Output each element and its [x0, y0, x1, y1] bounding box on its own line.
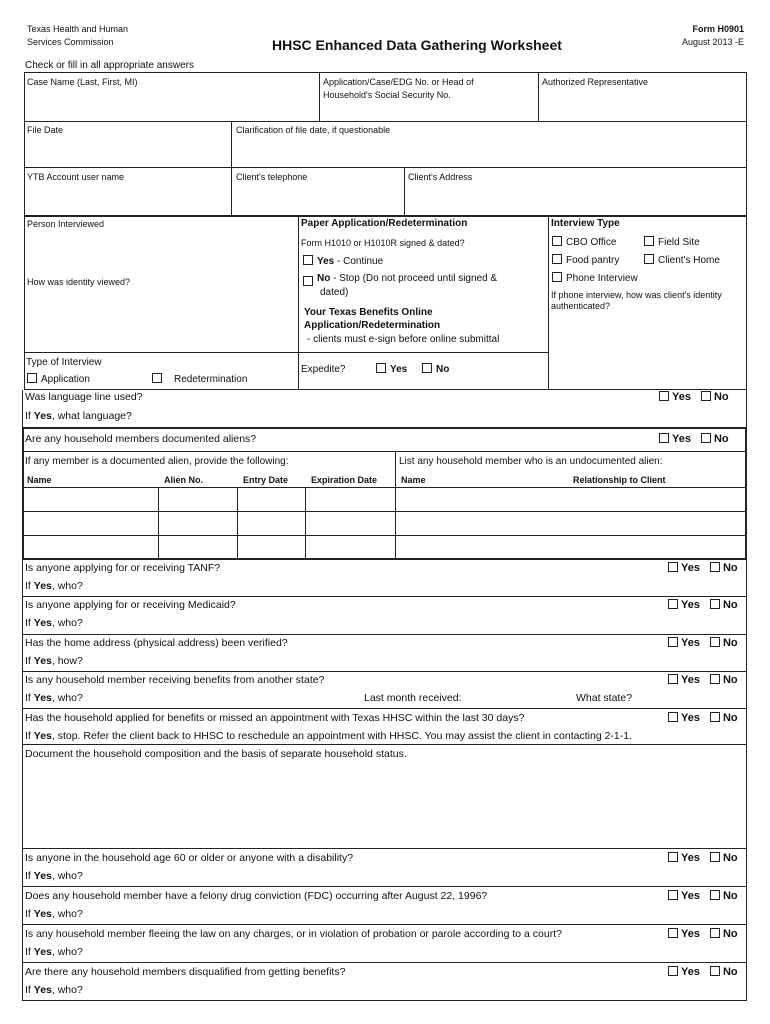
col-relationship: Relationship to Client [573, 475, 666, 485]
clarification-field[interactable] [232, 137, 746, 166]
medicaid-yes-no[interactable]: Yes No [668, 599, 738, 611]
phone-auth-label-line1: If phone interview, how was client's identity [551, 290, 722, 300]
last-month-label: Last month received: [364, 692, 462, 704]
aliens-question: Are any household members documented aliens? [25, 433, 257, 445]
person-interviewed-field[interactable] [25, 232, 297, 268]
missed-appt-no-checkbox[interactable] [710, 712, 720, 722]
col-expiration-date: Expiration Date [311, 475, 378, 485]
tanf-question: Is anyone applying for or receiving TANF? [25, 562, 221, 574]
fleeing-question: Is any household member fleeing the law on any charges, or in violation of probation or parole according to a court? [25, 928, 562, 940]
identity-viewed-label: How was identity viewed? [27, 277, 131, 287]
alien-row-2[interactable] [24, 512, 745, 534]
felony-no-checkbox[interactable] [710, 890, 720, 900]
identity-viewed-field[interactable] [25, 290, 297, 350]
missed-appt-yes-no[interactable]: Yes No [668, 712, 738, 724]
felony-yes-no[interactable]: Yes No [668, 890, 738, 902]
opt-clients-home[interactable]: Client's Home [644, 254, 720, 266]
phone-auth-field[interactable] [550, 314, 746, 388]
instruction-text: Check or fill in all appropriate answers [25, 60, 194, 71]
disqualified-no-checkbox[interactable] [710, 966, 720, 976]
expedite-yes-option[interactable]: Yes [376, 363, 407, 375]
person-interviewed-label: Person Interviewed [27, 219, 105, 229]
opt-application[interactable]: Application [27, 373, 90, 385]
app-case-field[interactable] [320, 102, 537, 120]
paper-no-dated: dated) [320, 287, 349, 298]
col-undoc-name: Name [401, 475, 426, 485]
paper-no-checkbox[interactable] [303, 276, 313, 286]
disqualified-followup[interactable]: If Yes, who? [25, 984, 83, 996]
app-case-label-line2: Household's Social Security No. [323, 90, 451, 100]
age60-followup[interactable]: If Yes, who? [25, 870, 83, 882]
tanf-no-checkbox[interactable] [710, 562, 720, 572]
case-name-label: Case Name (Last, First, MI) [27, 77, 138, 87]
paper-app-subtitle: Form H1010 or H1010R signed & dated? [301, 238, 465, 248]
alien-row-1[interactable] [24, 488, 745, 510]
paper-yes-option[interactable]: Yes - Continue [303, 255, 383, 267]
col-name: Name [27, 475, 52, 485]
ytb-account-label: YTB Account user name [27, 172, 125, 182]
medicaid-followup[interactable]: If Yes, who? [25, 617, 83, 629]
ytb-esign-note: - clients must e-sign before online submittal [307, 334, 500, 345]
form-date: August 2013 -E [681, 37, 744, 47]
medicaid-yes-checkbox[interactable] [668, 599, 678, 609]
household-comp-field[interactable] [24, 762, 745, 846]
expedite-label: Expedite? [301, 364, 346, 375]
clarification-label: Clarification of file date, if questionable [236, 125, 391, 135]
disqualified-yes-no[interactable]: Yes No [668, 966, 738, 978]
authorized-rep-field[interactable] [539, 88, 746, 120]
ytb-account-field[interactable] [24, 184, 230, 215]
tanf-yes-no[interactable]: Yes No [668, 562, 738, 574]
clients-home-checkbox[interactable] [644, 254, 654, 264]
opt-phone-interview[interactable]: Phone Interview [552, 272, 638, 284]
form-title: HHSC Enhanced Data Gathering Worksheet [272, 37, 562, 53]
paper-app-title: Paper Application/Redetermination [301, 218, 468, 229]
address-question: Has the home address (physical address) been verified? [25, 637, 288, 649]
interview-type-title: Interview Type [551, 218, 620, 229]
other-state-followup[interactable]: If Yes, who? [25, 692, 83, 704]
cbo-office-checkbox[interactable] [552, 236, 562, 246]
application-checkbox[interactable] [27, 373, 37, 383]
aliens-no-checkbox[interactable] [701, 433, 711, 443]
address-yes-checkbox[interactable] [668, 637, 678, 647]
age60-no-checkbox[interactable] [710, 852, 720, 862]
client-phone-field[interactable] [232, 184, 403, 215]
age60-question: Is anyone in the household age 60 or older or anyone with a disability? [25, 852, 354, 864]
client-address-label: Client's Address [408, 172, 473, 182]
file-date-field[interactable] [24, 137, 230, 166]
address-followup[interactable]: If Yes, how? [25, 655, 83, 667]
fleeing-yes-checkbox[interactable] [668, 928, 678, 938]
household-comp-label: Document the household composition and the basis of separate household status. [25, 748, 407, 760]
language-followup[interactable]: If Yes, what language? [25, 410, 132, 422]
medicaid-question: Is anyone applying for or receiving Medicaid? [25, 599, 236, 611]
other-state-yes-checkbox[interactable] [668, 674, 678, 684]
age60-yes-no[interactable]: Yes No [668, 852, 738, 864]
agency-name-line2: Services Commission [27, 37, 114, 47]
felony-yes-checkbox[interactable] [668, 890, 678, 900]
app-case-label-line1: Application/Case/EDG No. or Head of [323, 77, 474, 87]
what-state-label: What state? [576, 692, 633, 704]
redetermination-checkbox[interactable] [152, 373, 162, 383]
missed-appt-yes-checkbox[interactable] [668, 712, 678, 722]
felony-followup[interactable]: If Yes, who? [25, 908, 83, 920]
file-date-label: File Date [27, 125, 64, 135]
food-pantry-checkbox[interactable] [552, 254, 562, 264]
other-state-question: Is any household member receiving benefits from another state? [25, 674, 325, 686]
other-state-no-checkbox[interactable] [710, 674, 720, 684]
form-number: Form H0901 [692, 24, 744, 34]
client-phone-label: Client's telephone [236, 172, 308, 182]
missed-appt-instruction: If Yes, stop. Refer the client back to HHSC to reschedule an appointment with HHSC. You may assist the client in contacting 2-1-1. [25, 730, 633, 742]
alien-row-3[interactable] [24, 536, 745, 558]
language-yes-no[interactable]: Yes No [659, 391, 729, 403]
medicaid-no-checkbox[interactable] [710, 599, 720, 609]
aliens-yes-no[interactable]: Yes No [659, 433, 729, 445]
documented-prompt: If any member is a documented alien, provide the following: [25, 456, 289, 467]
opt-cbo-office[interactable]: CBO Office [552, 236, 616, 248]
agency-name-line1: Texas Health and Human [27, 24, 129, 34]
language-yes-checkbox[interactable] [659, 391, 669, 401]
expedite-yes-checkbox[interactable] [376, 363, 386, 373]
col-alien-no: Alien No. [164, 475, 204, 485]
undocumented-prompt: List any household member who is an undocumented alien: [399, 456, 663, 467]
opt-field-site[interactable]: Field Site [644, 236, 700, 248]
field-site-checkbox[interactable] [644, 236, 654, 246]
type-of-interview-label: Type of Interview [26, 357, 102, 368]
age60-yes-checkbox[interactable] [668, 852, 678, 862]
ytb-online-title-line2: Application/Redetermination [304, 320, 441, 331]
fleeing-followup[interactable]: If Yes, who? [25, 946, 83, 958]
expedite-no-option[interactable]: No [422, 363, 449, 375]
paper-yes-checkbox[interactable] [303, 255, 313, 265]
language-question: Was language line used? [25, 391, 143, 403]
tanf-followup[interactable]: If Yes, who? [25, 580, 83, 592]
disqualified-yes-checkbox[interactable] [668, 966, 678, 976]
authorized-rep-label: Authorized Representative [542, 77, 649, 87]
fleeing-yes-no[interactable]: Yes No [668, 928, 738, 940]
felony-question: Does any household member have a felony drug conviction (FDC) occurring after August 22, 1996? [25, 890, 488, 902]
paper-no-option[interactable]: No - Stop (Do not proceed until signed & [303, 273, 497, 286]
case-name-field[interactable] [24, 88, 319, 120]
aliens-yes-checkbox[interactable] [659, 433, 669, 443]
tanf-yes-checkbox[interactable] [668, 562, 678, 572]
missed-appt-question: Has the household applied for benefits or missed an appointment with Texas HHSC within the last 30 days? [25, 712, 525, 724]
phone-interview-checkbox[interactable] [552, 272, 562, 282]
opt-redetermination[interactable]: Redetermination [152, 373, 247, 385]
client-address-field[interactable] [405, 184, 746, 215]
expedite-no-checkbox[interactable] [422, 363, 432, 373]
opt-food-pantry[interactable]: Food pantry [552, 254, 619, 266]
language-no-checkbox[interactable] [701, 391, 711, 401]
col-entry-date: Entry Date [243, 475, 289, 485]
disqualified-question: Are there any household members disqualified from getting benefits? [25, 966, 346, 978]
other-state-yes-no[interactable]: Yes No [668, 674, 738, 686]
address-no-checkbox[interactable] [710, 637, 720, 647]
address-yes-no[interactable]: Yes No [668, 637, 738, 649]
fleeing-no-checkbox[interactable] [710, 928, 720, 938]
ytb-online-title-line1: Your Texas Benefits Online [304, 307, 433, 318]
phone-auth-label-line2: authenticated? [551, 301, 611, 311]
